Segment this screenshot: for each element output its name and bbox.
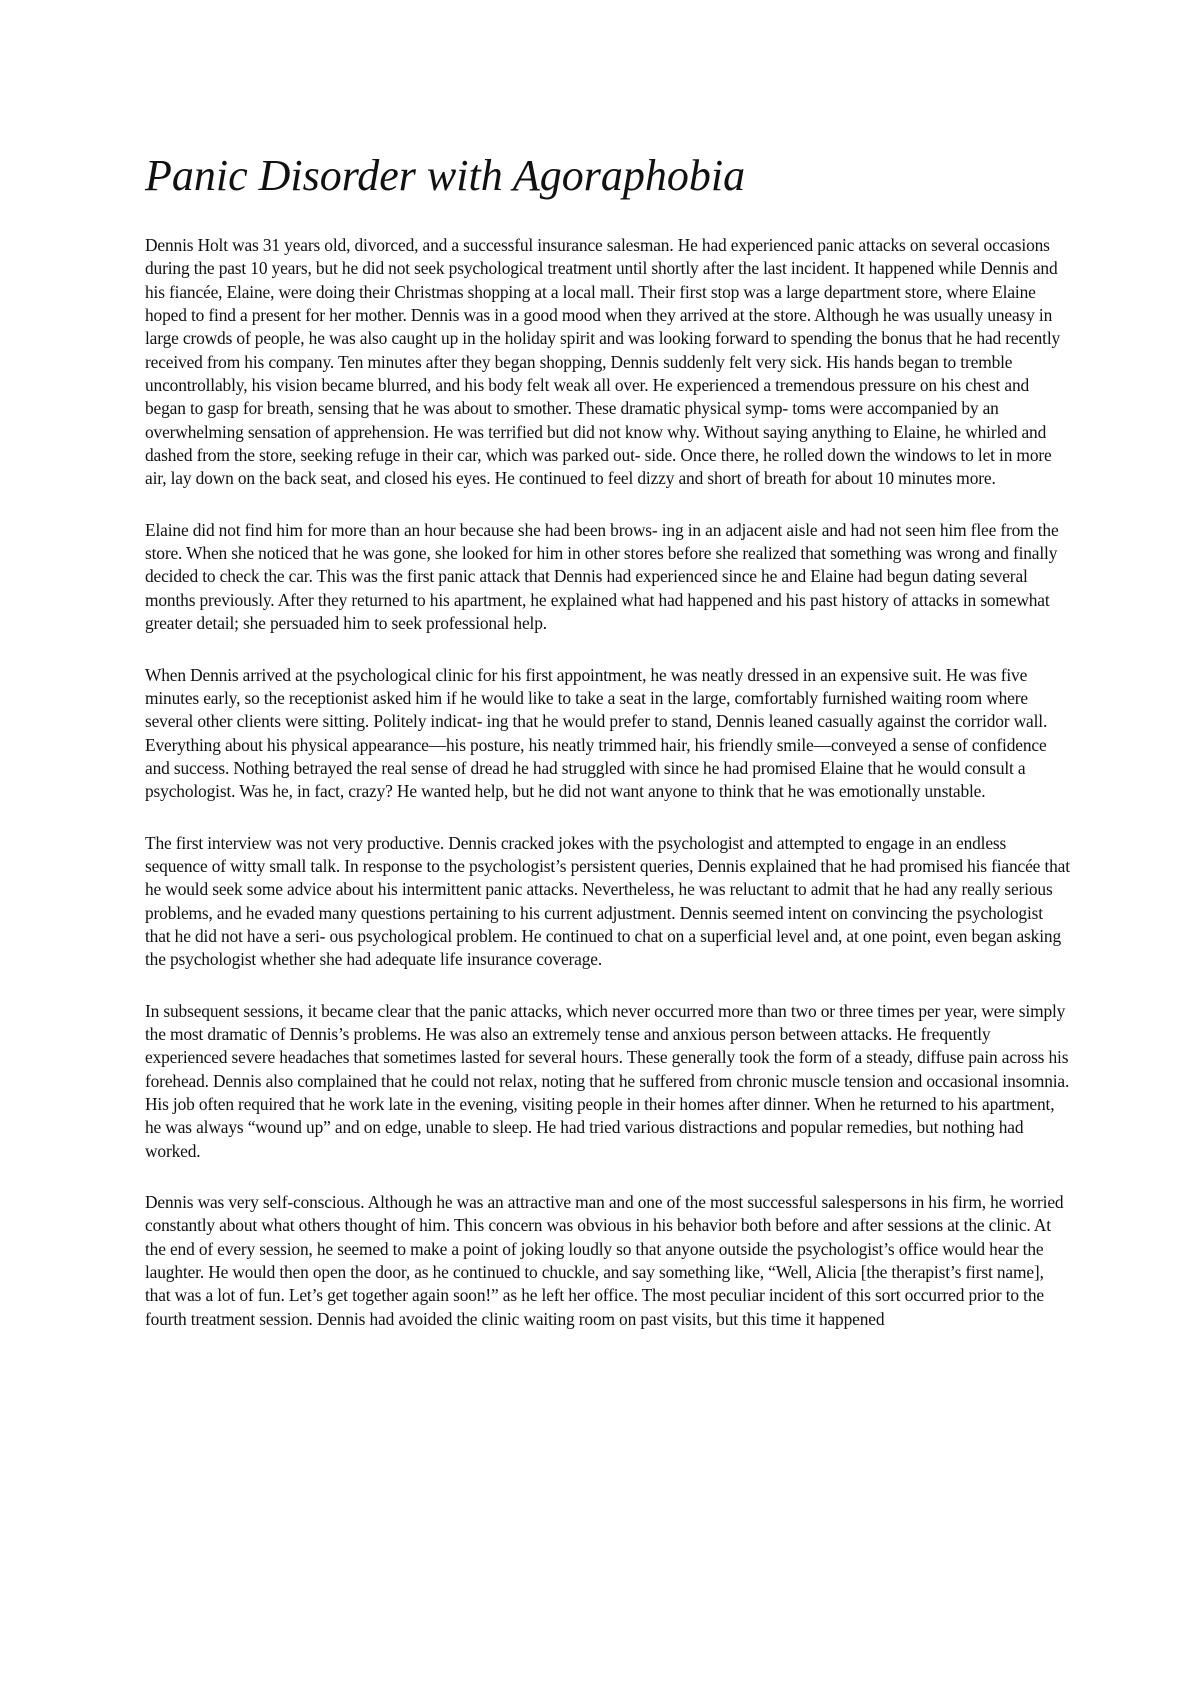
paragraph-6: Dennis was very self-conscious. Although he was an attractive man and one of the most successful salespersons in his firm, he worried constantly about what others thought of him. This concern was obvious in his behavior both before and after sessions at the clinic. At the end of every session, he seemed to make a point of joking loudly so that anyone outside the psychologist’s office would hear the laughter. He would then open the door, as he continued to chuckle, and say something like, “Well, Alicia [the therapist’s first name], that was a lot of fun. Let’s get together again soon!” as he left her office. The most peculiar incident of this sort occurred prior to the fourth treatment session. Dennis had avoided the clinic waiting room on past visits, but this time it happened [145, 1192, 1064, 1329]
paragraph-5: In subsequent sessions, it became clear that the panic attacks, which never occurred more than two or three times per year, were simply the most dramatic of Dennis’s problems. He was also an extremely tense and anxious person between attacks. He frequently experienced severe headaches that sometimes lasted for several hours. These generally took the form of a steady, diffuse pain across his forehead. Dennis also complained that he could not relax, noting that he suffered from chronic muscle tension and occasional insomnia. His job often required that he work late in the evening, visiting people in their homes after dinner. When he returned to his apartment, he was always “wound up” and on edge, unable to sleep. He had tried various distractions and popular remedies, but nothing had worked. [145, 1000, 1070, 1161]
paragraph-2: Elaine did not find him for more than an hour because she had been brows- ing in an adjacent aisle and had not seen him flee from the store. When she noticed that he was gone, she looked for him in other stores before she realized that something was wrong and finally decided to check the car. This was the first panic attack that Dennis had experienced since he and Elaine had begun dating several months previously. After they returned to his apartment, he explained what had happened and his past history of attacks in somewhat greater detail; she persuaded him to seek professional help. [145, 519, 1059, 634]
paragraph-3: When Dennis arrived at the psychological clinic for his first appointment, he was neatly dressed in an expensive suit. He was five minutes early, so the receptionist asked him if he would like to take a seat in the large, comfortably furnished waiting room where several other clients were sitting. Politely indicat- ing that he would prefer to stand, Dennis leaned casually against the corridor wall. Everything about his physical appearance—his posture, his neatly trimmed hair, his friendly smile—conveyed a sense of confidence and success. Nothing betrayed the real sense of dread he had struggled with since he had promised Elaine that he would consult a psychologist. Was he, in fact, crazy? He wanted help, but he did not want anyone to think that he was emotionally unstable. [145, 664, 1048, 802]
document-title: Panic Disorder with Agoraphobia [145, 151, 746, 200]
paragraph-4: The first interview was not very productive. Dennis cracked jokes with the psychologist and attempted to engage in an endless sequence of witty small talk. In response to the psychologist’s persistent queries, Dennis explained that he had promised his fiancée that he would seek some advice about his intermittent panic attacks. Nevertheless, he was reluctant to admit that he had any really serious problems, and he evaded many questions pertaining to his current adjustment. Dennis seemed intent on convincing the psychologist that he did not have a seri- ous psychological problem. He continued to chat on a superficial level and, at one point, even began asking the psychologist whether she had adequate life insurance coverage. [145, 832, 1070, 970]
document-body [145, 150, 1070, 1359]
paragraph-1: Dennis Holt was 31 years old, divorced, and a successful insurance salesman. He had experienced panic attacks on several occasions during the past 10 years, but he did not seek psychological treatment until shortly after the last incident. It happened while Dennis and his fiancée, Elaine, were doing their Christmas shopping at a local mall. Their first stop was a large department store, where Elaine hoped to find a present for her mother. Dennis was in a good mood when they arrived at the store. Although he was usually uneasy in large crowds of people, he was also caught up in the holiday spirit and was looking forward to spending the bonus that he had recently received from his company. Ten minutes after they began shopping, Dennis suddenly felt very sick. His hands began to tremble uncontrollably, his vision became blurred, and his body felt weak all over. He experienced a tremendous pressure on his chest and began to gasp for breath, sensing that he was about to smother. These dramatic physical symp- toms were accompanied by an overwhelming sensation of apprehension. He was terrified but did not know why. Without saying anything to Elaine, he whirled and dashed from the store, seeking refuge in their car, which was parked out- side. Once there, he rolled down the windows to let in more air, lay down on the back seat, and closed his eyes. He continued to feel dizzy and short of breath for about 10 minutes more. [145, 235, 1061, 489]
